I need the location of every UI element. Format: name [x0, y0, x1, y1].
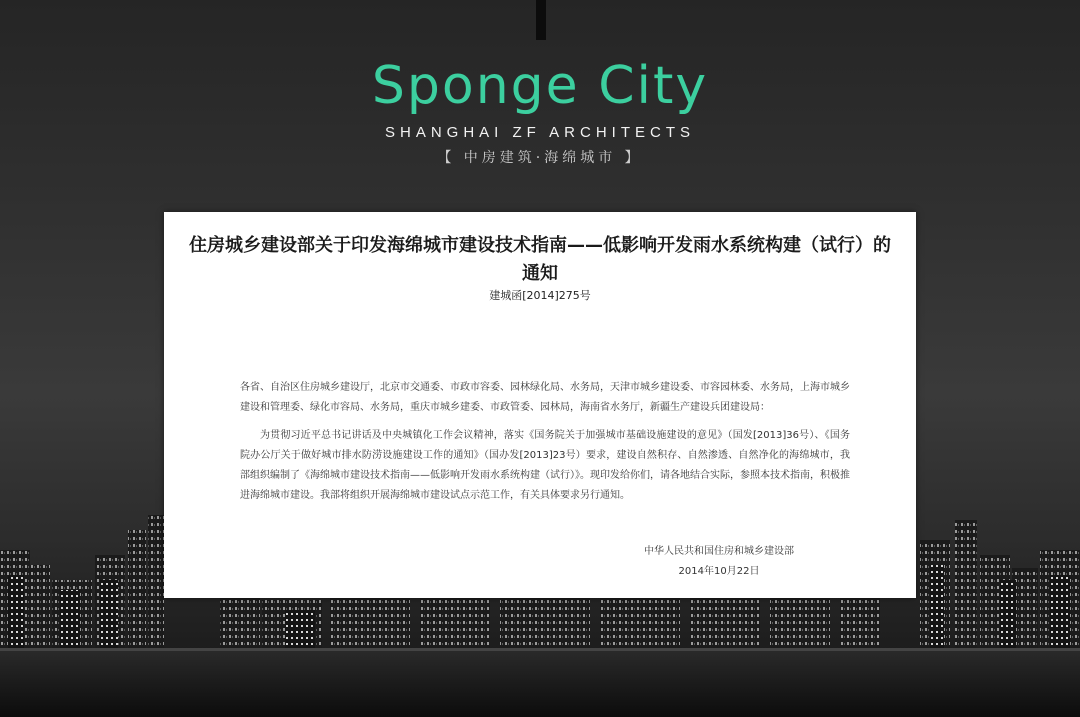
- document-body: [240, 378, 850, 514]
- document-date: 2014年10月22日: [678, 566, 760, 577]
- document-addressees: 各省、自治区住房城乡建设厅，北京市交通委、市政市容委、园林绿化局、水务局，天津市城乡建设委、市容园林委、水务局，上海市城乡建设和管理委、绿化市容局、水务局，重庆市城乡建委、市政管委、园林局，海南省水务厅，新疆生产建设兵团建设局：: [240, 382, 850, 413]
- document-number: 建城函[2014]275号: [489, 289, 591, 302]
- document-signature: [634, 542, 804, 582]
- document-issuer: 中华人民共和国住房和城乡建设部: [644, 546, 794, 557]
- brand-chinese-name: 【 中房建筑·海绵城市 】: [437, 150, 643, 166]
- top-accent-bar: [536, 0, 546, 40]
- brand-subtitle: SHANGHAI ZF ARCHITECTS: [384, 124, 696, 141]
- notice-document: [164, 212, 916, 598]
- document-paragraph: 为贯彻习近平总书记讲话及中央城镇化工作会议精神，落实《国务院关于加强城市基础设施建设的意见》（国发[2013]36号）、《国务院办公厅关于做好城市排水防涝设施建设工作的通知》（国办发[2013]23号）要求，建设自然积存、自然渗透、自然净化的海绵城市，我部组织编制了《海绵城市建设技术指南——低影响开发雨水系统构建（试行）》。现印发给你们，请各地结合实际，参照本技术指南，积极推进海绵城市建设。我部将组织开展海绵城市建设试点示范工作，有关具体要求另行通知。: [240, 430, 850, 501]
- document-title: 住房城乡建设部关于印发海绵城市建设技术指南——低影响开发雨水系统构建（试行）的通知: [189, 235, 891, 284]
- brand-title: Sponge City: [371, 56, 709, 116]
